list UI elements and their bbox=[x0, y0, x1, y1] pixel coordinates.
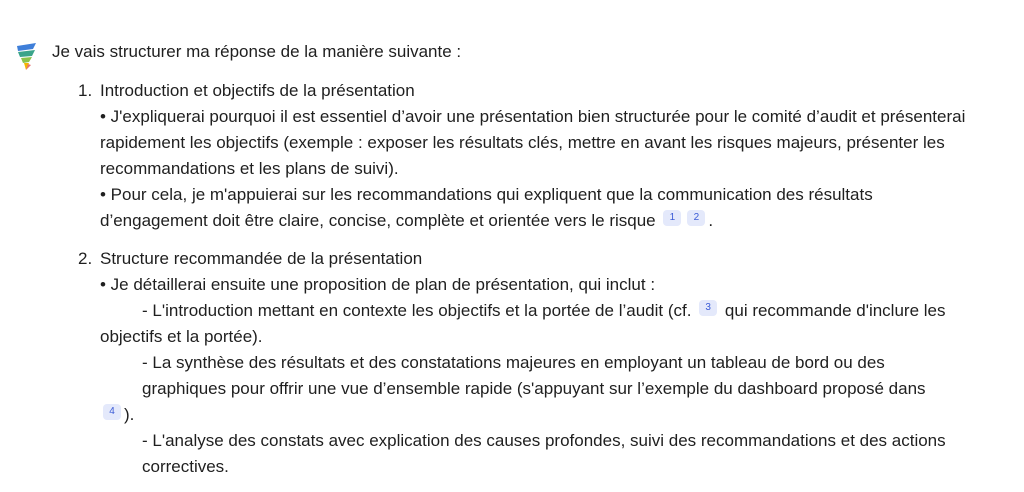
sub-point-text: - La synthèse des résultats et des constatations majeures en employant un tableau de bord ou des graphiques pour offrir une vue d’ensemble rapide (s'appuyant sur l’exemple du dashboard proposé dans bbox=[142, 353, 926, 398]
sub-point-text-after: qui recommande d'inclure les objectifs et la portée). bbox=[100, 301, 946, 346]
sub-point bbox=[78, 428, 968, 480]
list-item-title-text: Structure recommandée de la présentation bbox=[100, 249, 423, 268]
paragraph-text: • Pour cela, je m'appuierai sur les recommandations qui expliquent que la communication des résultats d’engagement doit être claire, concise, complète et orientée vers le risque bbox=[100, 185, 873, 230]
assistant-logo-icon bbox=[14, 40, 40, 72]
citation-badge[interactable]: 2 bbox=[687, 210, 705, 226]
citation-badge[interactable]: 3 bbox=[699, 300, 717, 316]
sub-point-text: - L'introduction mettant en contexte les objectifs et la portée de l’audit (cf. bbox=[142, 301, 692, 320]
sub-point bbox=[78, 298, 968, 350]
citation-badge[interactable]: 1 bbox=[663, 210, 681, 226]
bullet-paragraph: • J'expliquerai pourquoi il est essentiel d’avoir une présentation bien structurée pour le comité d’audit et présenterai rapidement les objectifs (exemple : exposer les résultats clés, mettre en avant les risques majeurs, présenter les recommandations et les plans de suivi). bbox=[100, 107, 966, 178]
assistant-intro-text: Je vais structurer ma réponse de la manière suivante : bbox=[52, 42, 462, 61]
sub-point-text-after: ). bbox=[124, 405, 135, 424]
list-item-number: 1. bbox=[78, 81, 93, 100]
sub-point bbox=[78, 350, 968, 428]
list-item bbox=[78, 78, 968, 234]
sub-point-text: - L'analyse des constats avec explication des causes profondes, suivi des recommandations et des actions correctives. bbox=[142, 431, 946, 476]
bullet-paragraph-with-citations bbox=[78, 182, 968, 234]
paragraph-end: . bbox=[708, 211, 714, 230]
list-item-number: 2. bbox=[78, 249, 93, 268]
citation-badge[interactable]: 4 bbox=[103, 404, 121, 420]
list-item bbox=[78, 246, 968, 480]
response-list bbox=[78, 78, 968, 480]
list-item-title bbox=[78, 78, 968, 104]
list-item-title bbox=[78, 246, 968, 272]
list-item-title-text: Introduction et objectifs de la présentation bbox=[100, 81, 415, 100]
bullet-paragraph: • Je détaillerai ensuite une proposition de plan de présentation, qui inclut : bbox=[100, 275, 656, 294]
